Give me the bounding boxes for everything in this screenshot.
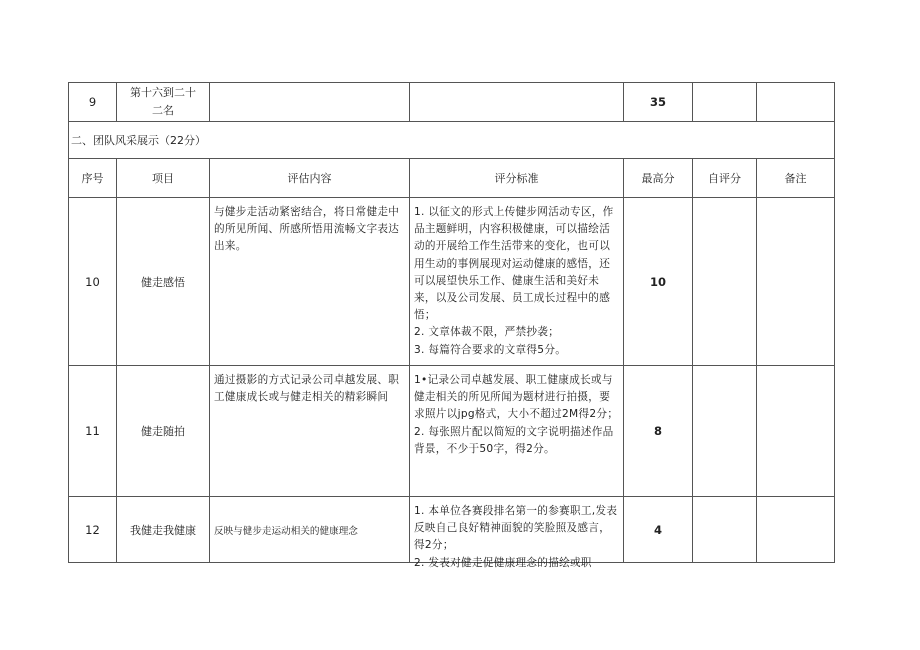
row12-content: 反映与健步走运动相关的健康理念: [210, 497, 410, 563]
row12-standard: [410, 497, 624, 569]
scoring-table: [68, 82, 835, 569]
row12-standard-1: 1. 本单位各赛段排名第一的参赛职工,发表反映自己良好精神面貌的笑脸照及感言，得2分；: [414, 505, 618, 552]
table-row-9: [69, 83, 835, 122]
header-row: [69, 159, 835, 198]
row11-self[interactable]: [693, 366, 757, 497]
row11-item: 健走随拍: [117, 366, 210, 497]
row9-seq: 9: [69, 83, 117, 122]
header-seq: 序号: [69, 159, 117, 198]
row9-self[interactable]: [693, 83, 757, 122]
row9-item-line1: 第十六到二十: [130, 86, 196, 99]
row10-seq: 10: [69, 198, 117, 366]
table-row-11: [69, 366, 835, 497]
row10-standard-2: 2. 文章体裁不限，严禁抄袭；: [414, 326, 560, 339]
row9-content: [210, 83, 410, 122]
header-max: 最高分: [624, 159, 693, 198]
row9-standard: [410, 83, 624, 122]
table-row-10: [69, 198, 835, 366]
header-self: 自评分: [693, 159, 757, 198]
row12-standard-clip: [414, 503, 619, 569]
row12-note[interactable]: [757, 497, 835, 563]
row11-note[interactable]: [757, 366, 835, 497]
table-row-12: [69, 497, 835, 563]
section-title: 二、团队风采展示（22分）: [69, 122, 835, 159]
header-note: 备注: [757, 159, 835, 198]
row12-max: 4: [624, 497, 693, 563]
row9-max: 35: [624, 83, 693, 122]
row10-standard: [410, 198, 624, 366]
row11-standard: [410, 366, 624, 497]
header-standard: 评分标准: [410, 159, 624, 198]
row12-item: 我健走我健康: [117, 497, 210, 563]
row9-note[interactable]: [757, 83, 835, 122]
row10-max: 10: [624, 198, 693, 366]
row11-content: 通过摄影的方式记录公司卓越发展、职工健康成长或与健走相关的精彩瞬间: [210, 366, 410, 497]
row9-item: [117, 83, 210, 122]
row11-seq: 11: [69, 366, 117, 497]
row9-item-line2: 二名: [152, 104, 174, 117]
row10-content: 与健步走活动紧密结合，将日常健走中的所见所闻、所感所悟用流畅文字表达出来。: [210, 198, 410, 366]
row10-note[interactable]: [757, 198, 835, 366]
header-content: 评估内容: [210, 159, 410, 198]
row10-self[interactable]: [693, 198, 757, 366]
row12-self[interactable]: [693, 497, 757, 563]
section-row: [69, 122, 835, 159]
row11-standard-2: 2. 每张照片配以简短的文字说明描述作品背景，不少于50字，得2分。: [414, 425, 614, 455]
row12-seq: 12: [69, 497, 117, 563]
row10-item: 健走感悟: [117, 198, 210, 366]
row11-standard-1: 1•记录公司卓越发展、职工健康成长或与健走相关的所见所闻为题材进行拍摄，要求照片以jpg格式，大小不超过2M得2分；: [414, 374, 619, 421]
row12-standard-2: 2. 发表对健走促健康理念的描绘或职: [414, 556, 592, 569]
row11-max: 8: [624, 366, 693, 497]
row10-standard-3: 3. 每篇符合要求的文章得5分。: [414, 343, 567, 356]
header-item: 项目: [117, 159, 210, 198]
row10-standard-1: 1. 以征文的形式上传健步网活动专区，作品主题鲜明，内容积极健康，可以描绘活动的开展给工作生活带来的变化，也可以用生动的事例展现对运动健康的感悟，还可以展望快乐工作、健康生活和美好未来，以及公司发展、员工成长过程中的感悟；: [414, 206, 614, 322]
